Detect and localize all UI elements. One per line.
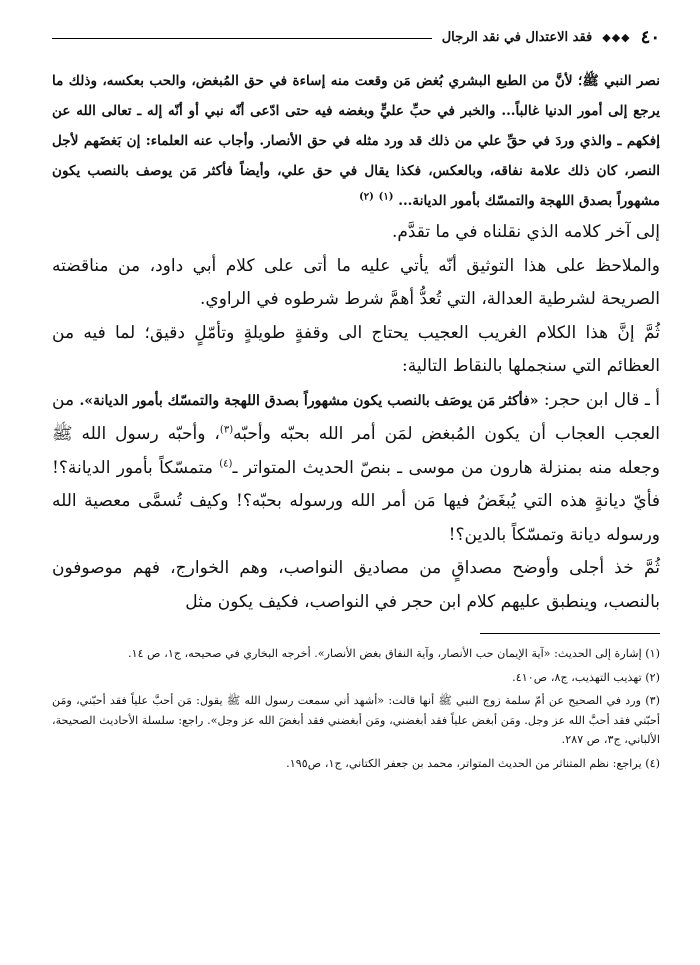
point-quote: «فأكثر مَن يوصَف بالنصب يكون مشهوراً بصدق اللهجة والتمسّك بأمور الديانة». bbox=[79, 392, 539, 409]
footnote-1: (١) إشارة إلى الحديث: «آية الإيمان حب الأنصار، وآية النفاق بغض الأنصار». أخرجه البخاري في صحيحه، ج١، ص ١٤. bbox=[128, 647, 660, 660]
footnote-3: (٣) ورد في الصحيح عن أمّ سلمة زوج النبي ﷺ أنها قالت: «أشهد أني سمعت رسول الله ﷺ يقول: مَن أحبَّ علياً فقد أحبّني، ومَن أحبّني فقد أحبَّ الله عز وجل. ومَن أبغض علياً فقد أبغضني، ومَن أبغضني فقد أبغضَ الله عز وجل». راجع: سلسلة الأحاديث الصحيحة، الألباني، ج٣، ص ٢٨٧. bbox=[52, 694, 660, 746]
quote-ref-2: (٢) bbox=[359, 191, 374, 203]
quote-text: نصر النبي ﷺ؛ لأنَّ من الطبع البشري بُغض مَن وقعت منه إساءة في حق المُبغض، والحب بعكسه، وذلك ما يرجع إلى أمور الدنيا غالباً... والخبر في حبِّ عليٍّ وبغضه فيه حتى ادّعى أنّه نبي أو أنّه إله ـ تعالى الله عن إفكهم ـ والذي وردَ في حقِّ علي من ذلك قد ورد مثله في حق الأنصار. وأجاب عنه العلماء: إن بَغضَهم لأجل النصر، كان ذلك علامة نفاقه، وبالعكس، فكذا يقال في حق علي، وأيضاً فأكثر مَن يوصف بالنصب يكون مشهوراً بصدق اللهجة والتمسّك بأمور الديانة... bbox=[52, 73, 660, 209]
point-text-a: من العجب العجاب أن يكون المُبغض لمَن أمر الله بحبّه وأحبّه bbox=[52, 389, 660, 444]
header-rule bbox=[52, 38, 432, 39]
paragraph-2: والملاحظ على هذا التوثيق أنّه يأتي عليه ما أتى على كلام أبي داود، من مناقضته الصريحة لشرطية العدالة، التي تُعدُّ أهمَّ شرط شرطوه في الراوي. bbox=[52, 255, 660, 309]
ornament-icon: ◆◆◆ bbox=[602, 30, 631, 44]
running-title: فقد الاعتدال في نقد الرجال bbox=[441, 29, 593, 45]
quote-ref-1: (١) bbox=[378, 191, 394, 203]
quote-block bbox=[52, 66, 660, 216]
point-intro: أ ـ قال ابن حجر: bbox=[543, 389, 660, 410]
footnote-4: (٤) يراجع: نظم المتناثر من الحديث المتواتر، محمد بن جعفر الكتاني، ج١، ص١٩٥. bbox=[286, 756, 660, 770]
paragraph-5: ثُمَّ خذ أجلى وأوضح مصداقٍ من مصاديق النواصب، وهم الخوارج، فهم موصوفون بالنصب، وينطبق عليهم كلام ابن حجر في النواصب، فكيف يكون مثل bbox=[52, 558, 660, 612]
footnote-2: (٢) تهذيب التهذيب، ج٨، ص٤١٠. bbox=[512, 670, 660, 684]
paragraph-4 bbox=[52, 384, 660, 553]
point-text-b: ، وأحبّه رسول الله ﷺ وجعله منه بمنزلة هارون من موسى ـ بنصّ الحديث المتواتر ـ bbox=[52, 424, 660, 478]
paragraph-1: إلى آخر كلامه الذي نقلناه في ما تقدَّم. bbox=[391, 222, 660, 242]
page-number: ٤٠ bbox=[640, 26, 660, 48]
footnote-ref-4: (٤) bbox=[219, 457, 233, 469]
document-page bbox=[52, 22, 660, 965]
footnote-rule bbox=[480, 633, 660, 634]
paragraph-3: ثُمَّ إنَّ هذا الكلام الغريب العجيب يحتاج الى وقفةٍ طويلةٍ وتأمّلٍ دقيق؛ لما فيه من العظائم التي سنجملها بالنقاط التالية: bbox=[52, 322, 660, 376]
footnotes bbox=[52, 644, 660, 773]
page-header bbox=[52, 22, 660, 52]
point-text-c: متمسّكاً بأمور الديانة؟! فأيّ ديانةٍ هذه التي يُبغَضُ فيها مَن أمر الله ورسوله بحبّه؟! وكيف تُسمَّى معصية الله ورسوله ديانة وتمسّكاً بالدين؟! bbox=[52, 457, 660, 545]
footnote-ref-3: (٣) bbox=[219, 424, 234, 436]
